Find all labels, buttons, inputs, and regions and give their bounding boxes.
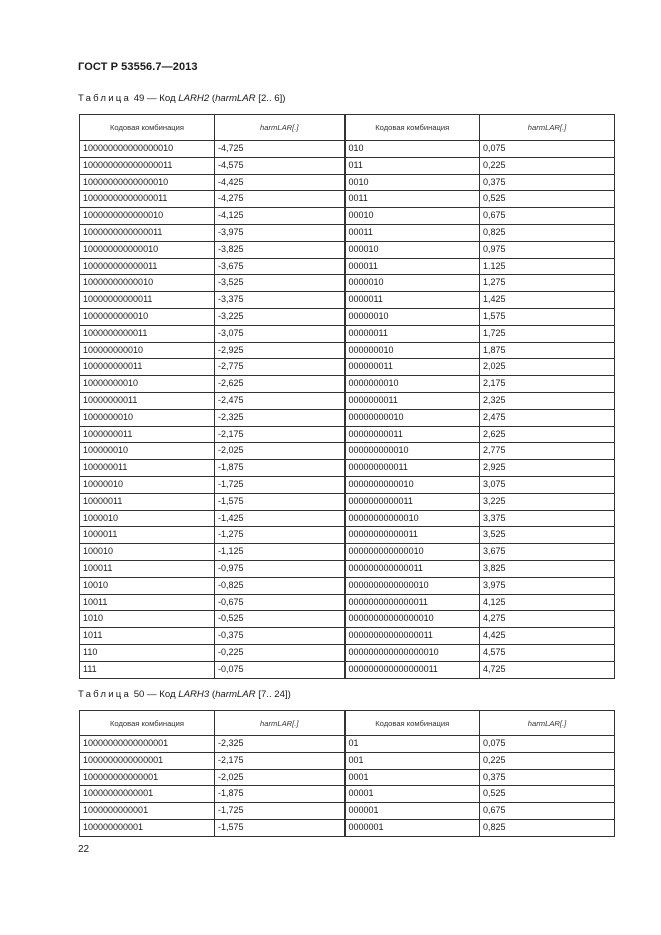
table-row [80,342,615,359]
cell-code-left: 10000010 [80,476,215,493]
cell-value-right: 2,775 [480,443,615,460]
cell-code-left: 100000000001 [80,819,215,836]
table-row [80,510,615,527]
caption-label: Таблица [78,93,132,104]
cell-code-left: 100011 [80,560,215,577]
cell-code-left: 1000000000000011 [80,224,215,241]
cell-value-left: -3,675 [215,258,345,275]
table-50 [79,710,615,837]
cell-value-left: -2,775 [215,359,345,376]
cell-value-right: 1,725 [480,325,615,342]
cell-value-right: 3,525 [480,527,615,544]
caption-paren: ( [209,93,216,104]
table-row [80,208,615,225]
table-row [80,325,615,342]
cell-value-right: 2,325 [480,392,615,409]
cell-value-right: 0,375 [480,769,615,786]
cell-code-right: 00001 [345,786,480,803]
cell-value-left: -1,275 [215,527,345,544]
cell-code-left: 1000000000001 [80,803,215,820]
cell-code-right: 00010 [345,208,480,225]
cell-value-left: -1,125 [215,544,345,561]
cell-value-right: 1.125 [480,258,615,275]
header-code-combination: Кодовая комбинация [345,115,480,141]
cell-code-right: 00011 [345,224,480,241]
cell-value-left: -4,725 [215,141,345,158]
cell-code-right: 00000000000000011 [345,628,480,645]
table-row [80,224,615,241]
cell-code-right: 0000010 [345,275,480,292]
cell-value-left: -1,575 [215,493,345,510]
page-number: 22 [78,844,90,855]
cell-value-right: 0,075 [480,736,615,753]
cell-value-right: 1,575 [480,308,615,325]
cell-value-left: -2,175 [215,752,345,769]
cell-value-left: -0,225 [215,644,345,661]
cell-value-right: 3,375 [480,510,615,527]
cell-code-left: 1000000000000010 [80,208,215,225]
cell-value-right: 0,825 [480,819,615,836]
cell-code-right: 000010 [345,241,480,258]
header-code-combination: Кодовая комбинация [80,711,215,736]
table-row [80,476,615,493]
cell-code-right: 011 [345,157,480,174]
cell-value-right: 0,375 [480,174,615,191]
table-row [80,527,615,544]
cell-value-right: 3,075 [480,476,615,493]
header-harmlar: harmLAR[.] [215,711,345,736]
cell-code-right: 0000000010 [345,376,480,393]
cell-value-left: -4,575 [215,157,345,174]
header-harmlar: harmLAR[.] [480,711,615,736]
cell-value-left: -3,975 [215,224,345,241]
cell-code-left: 100000000000001 [80,769,215,786]
table-row [80,359,615,376]
table-row [80,577,615,594]
table-49-caption [78,93,285,104]
table-row [80,628,615,645]
cell-code-left: 1000000011 [80,426,215,443]
cell-value-right: 0,975 [480,241,615,258]
caption-param: harmLAR [215,93,256,104]
cell-value-right: 0,075 [480,141,615,158]
cell-value-left: -1,875 [215,786,345,803]
cell-code-right: 00000010 [345,308,480,325]
table-50-caption [78,689,291,700]
cell-code-right: 000000000000010 [345,544,480,561]
cell-value-right: 0,225 [480,157,615,174]
cell-code-left: 100010 [80,544,215,561]
cell-code-right: 001 [345,752,480,769]
cell-value-right: 2,475 [480,409,615,426]
cell-code-left: 100000000000000010 [80,141,215,158]
cell-value-right: 0,225 [480,752,615,769]
table-row [80,292,615,309]
table-row [80,443,615,460]
table-row [80,819,615,836]
cell-code-right: 0000000000011 [345,493,480,510]
table-row [80,644,615,661]
table-row [80,308,615,325]
cell-code-right: 000000000000011 [345,560,480,577]
cell-code-left: 1000010 [80,510,215,527]
cell-value-left: -2,925 [215,342,345,359]
cell-code-right: 000001 [345,803,480,820]
cell-code-left: 10000000000000001 [80,736,215,753]
caption-sep: — Код [144,93,179,104]
cell-code-left: 10000011 [80,493,215,510]
cell-value-left: -2,025 [215,443,345,460]
table-row [80,661,615,678]
cell-code-right: 01 [345,736,480,753]
caption-code: LARH2 [178,93,210,104]
cell-value-left: -1,575 [215,819,345,836]
cell-code-left: 1000000010 [80,409,215,426]
header-harmlar: harmLAR[.] [480,115,615,141]
caption-param: harmLAR [215,689,256,700]
cell-value-left: -0,975 [215,560,345,577]
cell-value-left: -3,075 [215,325,345,342]
cell-code-right: 000000000011 [345,460,480,477]
cell-value-left: -3,525 [215,275,345,292]
cell-code-right: 000000000000000010 [345,644,480,661]
cell-value-right: 1,875 [480,342,615,359]
cell-value-right: 0,525 [480,786,615,803]
cell-code-right: 010 [345,141,480,158]
cell-value-left: -4,425 [215,174,345,191]
table-row [80,803,615,820]
cell-code-left: 111 [80,661,215,678]
table-50-body [80,736,615,837]
cell-value-left: -4,125 [215,208,345,225]
table-header-row [80,115,615,141]
table-row [80,786,615,803]
document-header: ГОСТ Р 53556.7—2013 [78,61,198,73]
table-row [80,258,615,275]
cell-value-left: -0,825 [215,577,345,594]
cell-value-left: -1,725 [215,476,345,493]
table-row [80,157,615,174]
cell-value-right: 2,175 [480,376,615,393]
table-row [80,376,615,393]
cell-code-left: 100000010 [80,443,215,460]
cell-value-left: -0,075 [215,661,345,678]
cell-code-left: 100000000000000011 [80,157,215,174]
cell-value-left: -2,175 [215,426,345,443]
caption-number: 49 [133,93,145,104]
cell-code-right: 0000000000010 [345,476,480,493]
cell-code-left: 1010 [80,611,215,628]
cell-code-right: 0000000011 [345,392,480,409]
cell-code-left: 100000000010 [80,342,215,359]
caption-code: LARH3 [178,689,210,700]
caption-number: 50 [133,689,145,700]
cell-value-right: 2,625 [480,426,615,443]
cell-value-left: -3,225 [215,308,345,325]
cell-value-right: 4,275 [480,611,615,628]
table-row [80,426,615,443]
header-code-combination: Кодовая комбинация [80,115,215,141]
cell-code-right: 00000011 [345,325,480,342]
cell-code-right: 000011 [345,258,480,275]
cell-value-right: 1,275 [480,275,615,292]
table-row [80,460,615,477]
cell-value-right: 4,575 [480,644,615,661]
cell-code-left: 10000000000011 [80,292,215,309]
cell-value-right: 4,425 [480,628,615,645]
cell-code-right: 0000000000000011 [345,594,480,611]
cell-code-left: 1000000000010 [80,308,215,325]
caption-range: [7.. 24]) [255,689,291,700]
table-row [80,241,615,258]
caption-range: [2.. 6]) [255,93,286,104]
table-row [80,493,615,510]
cell-code-right: 00000000011 [345,426,480,443]
cell-code-left: 1000000000000001 [80,752,215,769]
cell-value-right: 3,225 [480,493,615,510]
cell-value-left: -2,625 [215,376,345,393]
cell-code-left: 10000000011 [80,392,215,409]
cell-value-left: -3,375 [215,292,345,309]
cell-value-left: -1,725 [215,803,345,820]
cell-value-right: 0,525 [480,191,615,208]
cell-code-left: 1000011 [80,527,215,544]
cell-value-right: 3,975 [480,577,615,594]
cell-code-right: 0011 [345,191,480,208]
cell-value-left: -4,275 [215,191,345,208]
table-row [80,752,615,769]
cell-code-right: 00000000010 [345,409,480,426]
caption-label: Таблица [78,689,132,700]
cell-code-left: 10010 [80,577,215,594]
table-row [80,174,615,191]
cell-value-left: -2,475 [215,392,345,409]
table-row [80,392,615,409]
cell-code-left: 100000000000010 [80,241,215,258]
cell-value-right: 2,025 [480,359,615,376]
cell-value-left: -2,325 [215,736,345,753]
cell-code-left: 10000000000000011 [80,191,215,208]
table-row [80,141,615,158]
cell-code-right: 000000000000000011 [345,661,480,678]
table-row [80,409,615,426]
caption-paren: ( [209,689,216,700]
cell-code-right: 0000001 [345,819,480,836]
cell-code-left: 1000000000011 [80,325,215,342]
cell-value-left: -0,675 [215,594,345,611]
table-row [80,191,615,208]
cell-code-right: 00000000000010 [345,510,480,527]
cell-value-right: 3,825 [480,560,615,577]
cell-code-left: 100000000011 [80,359,215,376]
cell-code-right: 000000010 [345,342,480,359]
cell-code-right: 0000011 [345,292,480,309]
cell-value-left: -0,525 [215,611,345,628]
cell-code-right: 00000000000011 [345,527,480,544]
header-code-combination: Кодовая комбинация [345,711,480,736]
caption-sep: — Код [144,689,179,700]
cell-code-left: 10000000000010 [80,275,215,292]
table-row [80,594,615,611]
cell-value-right: 0,675 [480,803,615,820]
header-harmlar: harmLAR[.] [215,115,345,141]
table-49 [79,114,615,679]
cell-code-right: 000000011 [345,359,480,376]
cell-code-right: 0001 [345,769,480,786]
cell-code-left: 100000000000011 [80,258,215,275]
table-row [80,611,615,628]
table-row [80,769,615,786]
cell-value-right: 4,725 [480,661,615,678]
cell-value-right: 0,675 [480,208,615,225]
cell-value-left: -0,375 [215,628,345,645]
table-header-row [80,711,615,736]
table-row [80,544,615,561]
table-row [80,275,615,292]
table-49-body [80,141,615,679]
cell-value-right: 0,825 [480,224,615,241]
table-row [80,736,615,753]
cell-value-left: -2,325 [215,409,345,426]
cell-value-left: -1,875 [215,460,345,477]
cell-code-left: 10000000000000010 [80,174,215,191]
cell-value-left: -3,825 [215,241,345,258]
cell-value-right: 4,125 [480,594,615,611]
cell-code-left: 10000000010 [80,376,215,393]
cell-code-right: 0000000000000010 [345,577,480,594]
cell-code-left: 100000011 [80,460,215,477]
cell-code-right: 0010 [345,174,480,191]
cell-code-right: 000000000010 [345,443,480,460]
cell-value-left: -2,025 [215,769,345,786]
cell-code-right: 00000000000000010 [345,611,480,628]
cell-value-right: 3,675 [480,544,615,561]
cell-code-left: 110 [80,644,215,661]
cell-value-right: 2,925 [480,460,615,477]
cell-value-right: 1,425 [480,292,615,309]
cell-code-left: 10011 [80,594,215,611]
table-row [80,560,615,577]
cell-code-left: 10000000000001 [80,786,215,803]
cell-value-left: -1,425 [215,510,345,527]
cell-code-left: 1011 [80,628,215,645]
